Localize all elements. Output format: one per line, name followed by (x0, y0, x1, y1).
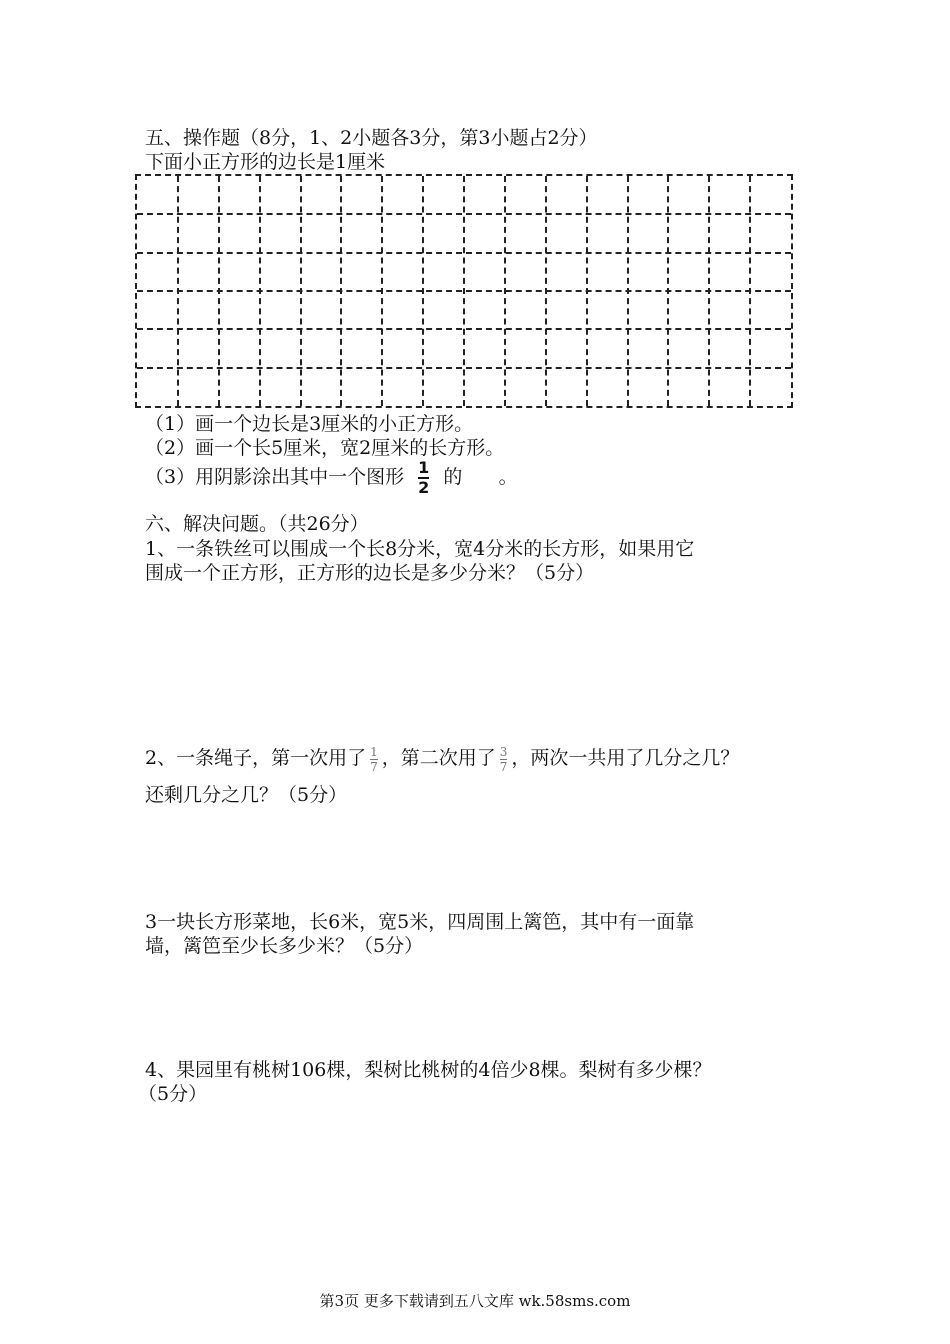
grid-row-line (137, 328, 791, 330)
q3-line2: 墙，篱笆至少长多少米？（5分） (145, 935, 424, 957)
q2-line2: 还剩几分之几？（5分） (145, 784, 348, 806)
fraction-three-sevenths: $\frac{3}{7}$ (499, 744, 508, 774)
section5-title: 五、操作题（8分，1、2小题各3分，第3小题占2分） (145, 127, 598, 149)
q3-line1: 3一块长方形菜地，长6米，宽5米，四周围上篱笆，其中有一面靠 (145, 911, 695, 933)
q2-line1: 2、一条绳子，第一次用了 $\frac{1}{7}$ ，第二次用了 $\frac{3}{7}$ ，两次一共用了几分之几？ (145, 744, 740, 774)
square-grid (135, 174, 793, 408)
grid-row-line (137, 367, 791, 369)
q4-line2: （5分） (138, 1083, 208, 1105)
grid-row-line (137, 213, 791, 215)
q4-line1: 4、果园里有桃树106棵，梨树比桃树的4倍少8棵。梨树有多少棵？ (145, 1059, 712, 1081)
half-fraction: $\frac{1}{2}$ (418, 458, 430, 497)
q1-line2: 围成一个正方形，正方形的边长是多少分米？（5分） (145, 562, 595, 584)
section6-title: 六、解决问题。（共26分） (145, 513, 369, 535)
section5-subtitle: 下面小正方形的边长是1厘米 (145, 151, 386, 173)
page-footer: 第3页 更多下载请到五八文库 wk.58sms.com (319, 1292, 631, 1310)
section5-item-1: （1）画一个边长是3厘米的小正方形。 (145, 413, 474, 435)
section5-item-2: （2）画一个长5厘米，宽2厘米的长方形。 (145, 437, 505, 459)
item3-suffix: 的 。 (443, 466, 518, 488)
grid-row-line (137, 252, 791, 254)
item3-prefix: （3）用阴影涂出其中一个图形 (145, 466, 405, 488)
fraction-one-seventh: $\frac{1}{7}$ (370, 744, 378, 774)
grid-row-line (137, 290, 791, 292)
q1-line1: 1、一条铁丝可以围成一个长8分米，宽4分米的长方形，如果用它 (145, 538, 695, 560)
section5-item-3 (145, 460, 518, 496)
